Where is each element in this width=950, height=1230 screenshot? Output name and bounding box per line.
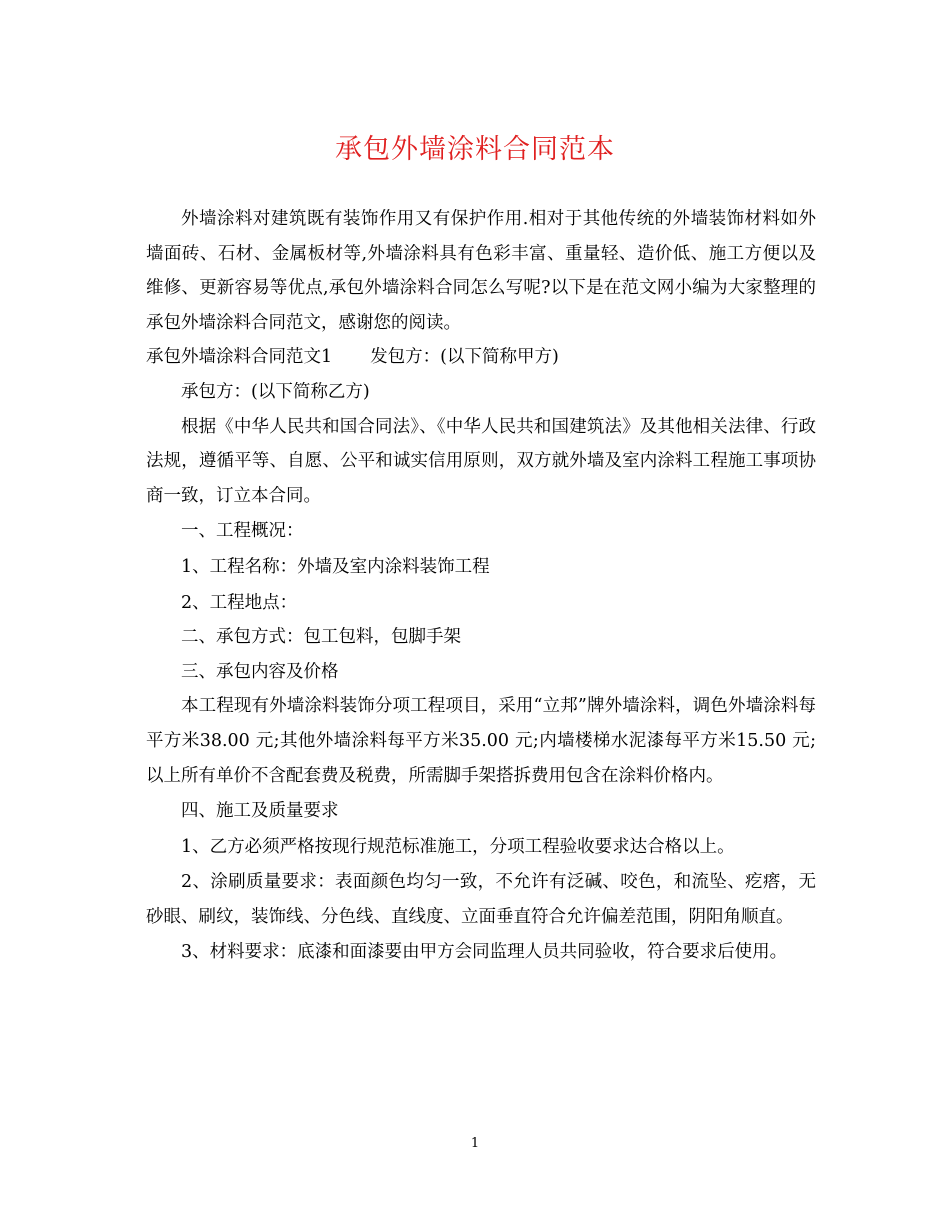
requirement-material-paragraph: 3、材料要求：底漆和面漆要由甲方会同监理人员共同验收，符合要求后使用。 [181, 942, 788, 963]
sample-heading-line [146, 340, 816, 375]
project-location-line: 2、工程地点： [181, 592, 298, 613]
intro-paragraph: 外墙涂料对建筑既有装饰作用又有保护作用.相对于其他传统的外墙装饰材料如外墙面砖、石材、金属板材等,外墙涂料具有色彩丰富、重量轻、造价低、施工方便以及维修、更新容易等优点,承包外墙涂料合同怎么写呢?以下是在范文网小编为大家整理的承包外墙涂料合同范文，感谢您的阅读。 [146, 209, 816, 333]
contractor-line: 承包方：(以下简称乙方) [181, 381, 370, 402]
section-contract-method: 二、承包方式：包工包料，包脚手架 [181, 627, 461, 648]
requirement-standard-line: 1、乙方必须严格按现行规范标准施工，分项工程验收要求达合格以上。 [181, 836, 735, 857]
project-name-line: 1、工程名称：外墙及室内涂料装饰工程 [181, 556, 490, 577]
legal-basis-paragraph: 根据《中华人民共和国合同法》、《中华人民共和国建筑法》及其他相关法律、行政法规，遵循平等、自愿、公平和诚实信用原则，双方就外墙及室内涂料工程施工事项协商一致，订立本合同。 [146, 416, 816, 506]
employer-line: 发包方：(以下简称甲方) [370, 347, 559, 368]
page-number: 1 [470, 1136, 480, 1151]
requirement-quality-paragraph: 2、涂刷质量要求：表面颜色均匀一致，不允许有泛碱、咬色，和流坠、疙瘩，无砂眼、刷纹，装饰线、分色线、直线度、立面垂直符合允许偏差范围，阴阳角顺直。 [146, 872, 816, 927]
section-construction-quality: 四、施工及质量要求 [181, 801, 339, 822]
section-project-overview: 一、工程概况： [181, 521, 304, 542]
sample-heading: 承包外墙涂料合同范文1 [146, 347, 333, 368]
pricing-paragraph: 本工程现有外墙涂料装饰分项工程项目，采用“立邦”牌外墙涂料，调色外墙涂料每平方米38.00 元;其他外墙涂料每平方米35.00 元;内墙楼梯水泥漆每平方米15.50 元;以上所有单价不含配套费及税费，所需脚手架搭拆费用包含在涂料价格内。 [146, 696, 816, 786]
document-body [146, 202, 816, 970]
document-title: 承包外墙涂料合同范本 [335, 134, 615, 165]
section-content-price: 三、承包内容及价格 [181, 661, 339, 682]
